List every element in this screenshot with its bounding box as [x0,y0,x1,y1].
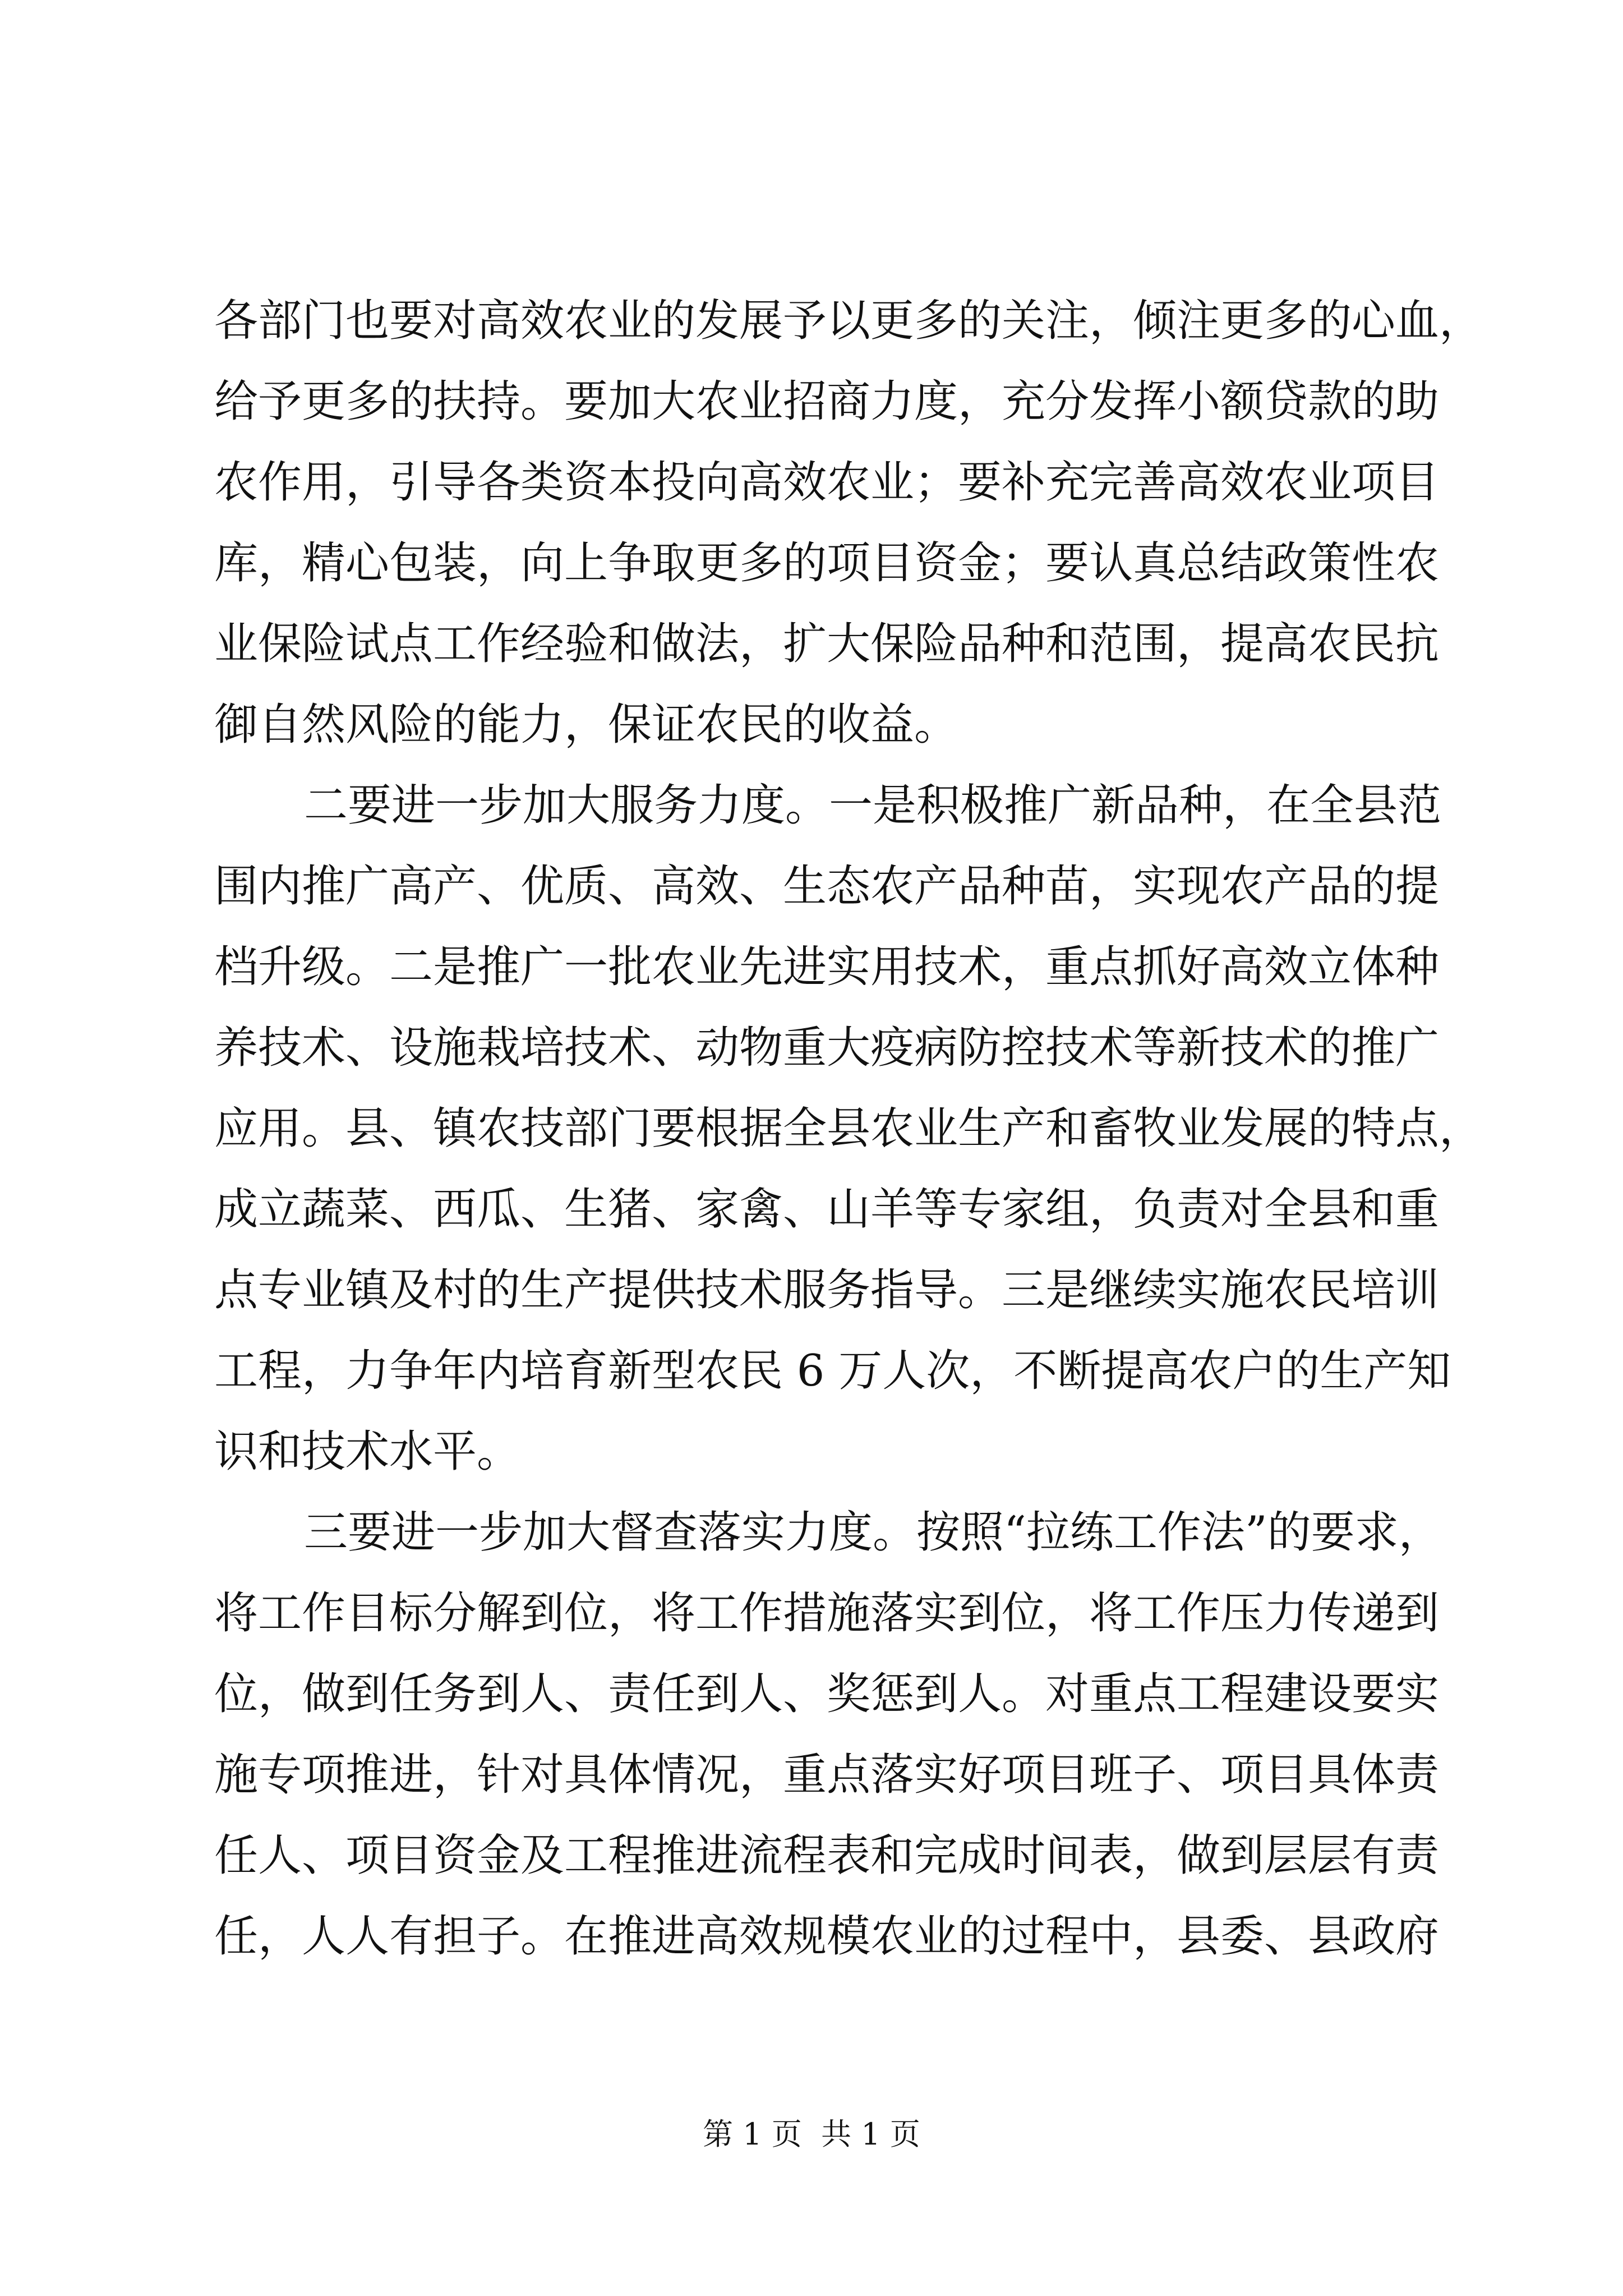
paragraph-start-line: 三要进一步加大督查落实力度。按照“拉练工作法”的要求， [304,1507,1442,1558]
text-line: 工程，力争年内培育新型农民 6 万人次，不断提高农户的生产知 [214,1346,1451,1396]
text-line: 养技术、设施栽培技术、动物重大疫病防控技术等新技术的推广 [214,1023,1440,1073]
text-line: 任，人人有担子。在推进高效规模农业的过程中，县委、县政府 [214,1911,1440,1962]
text-line: 农作用，引导各类资本投向高效农业；要补充完善高效农业项目 [214,457,1440,508]
text-line: 各部门也要对高效农业的发展予以更多的关注，倾注更多的心血， [214,296,1483,346]
paragraph-start-line: 二要进一步加大服务力度。一是积极推广新品种，在全县范 [304,780,1442,831]
text-line: 给予更多的扶持。要加大农业招商力度，充分发挥小额贷款的助 [214,376,1440,427]
text-line: 成立蔬菜、西瓜、生猪、家禽、山羊等专家组，负责对全县和重 [214,1184,1440,1235]
page-number-label: 第 1 页 共 1 页 [703,2116,920,2152]
text-line: 识和技术水平。 [214,1427,521,1477]
text-line: 御自然风险的能力，保证农民的收益。 [214,700,958,750]
text-line: 将工作目标分解到位，将工作措施落实到位，将工作压力传递到 [214,1588,1440,1639]
text-line: 业保险试点工作经验和做法，扩大保险品种和范围，提高农民抗 [214,619,1440,669]
text-line: 应用。县、镇农技部门要根据全县农业生产和畜牧业发展的特点， [214,1103,1483,1154]
text-line: 任人、项目资金及工程推进流程表和完成时间表，做到层层有责 [214,1830,1440,1881]
text-line: 库，精心包装，向上争取更多的项目资金；要认真总结政策性农 [214,538,1440,588]
text-line: 点专业镇及村的生产提供技术服务指导。三是继续实施农民培训 [214,1265,1440,1315]
text-line: 施专项推进，针对具体情况，重点落实好项目班子、项目具体责 [214,1750,1440,1800]
document-body [214,280,1483,1977]
text-line: 位，做到任务到人、责任到人、奖惩到人。对重点工程建设要实 [214,1669,1440,1719]
page-footer [0,2115,1623,2154]
text-line: 档升级。二是推广一批农业先进实用技术，重点抓好高效立体种 [214,942,1440,992]
text-line: 围内推广高产、优质、高效、生态农产品种苗，实现农产品的提 [214,861,1440,912]
